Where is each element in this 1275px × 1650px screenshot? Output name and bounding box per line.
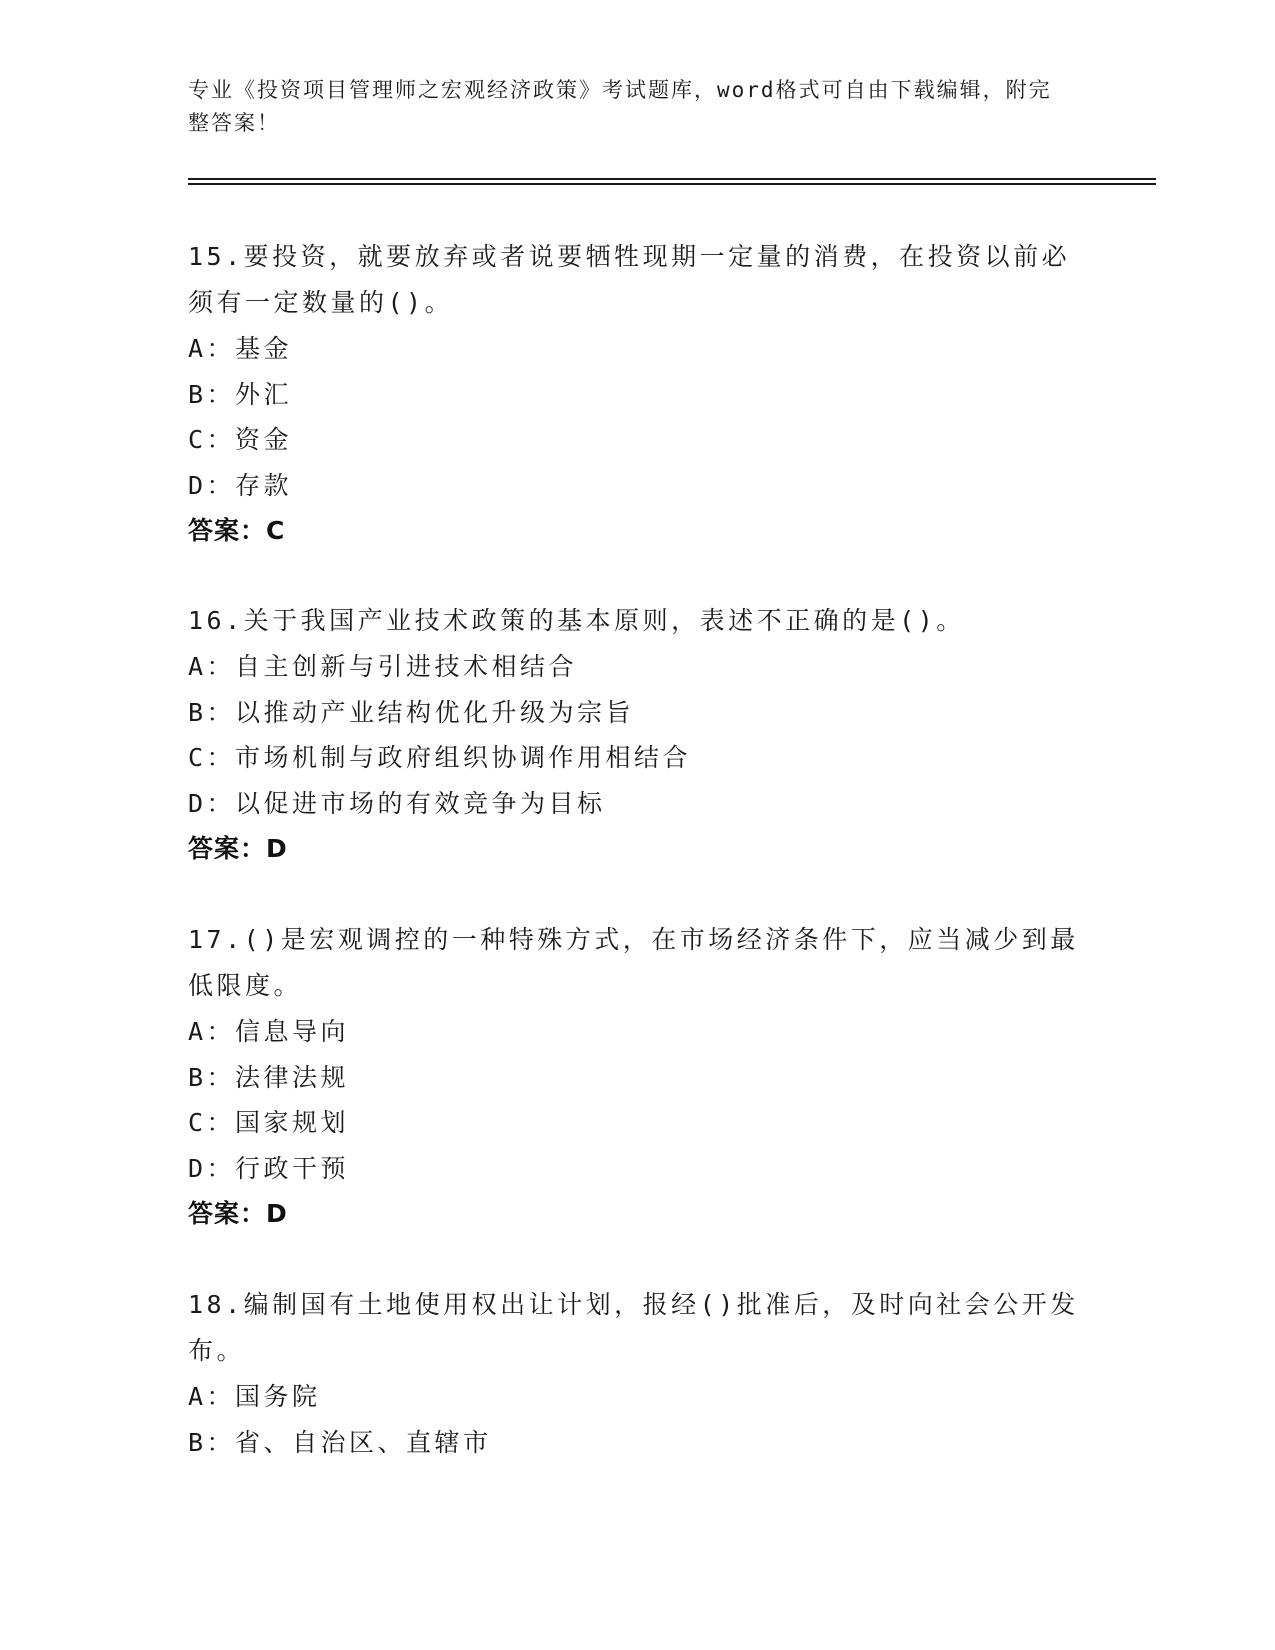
option-a: A：国务院 (188, 1382, 321, 1411)
question-17 (188, 917, 1088, 1236)
option-b: B：外汇 (188, 379, 293, 409)
answer: 答案：D (188, 1199, 288, 1228)
option-a: A：信息导向 (188, 1017, 350, 1046)
question-16 (188, 598, 1088, 871)
option-d: D：以促进市场的有效竞争为目标 (188, 788, 606, 818)
header-divider-top (188, 178, 1156, 180)
option-d: D：行政干预 (188, 1153, 350, 1183)
question-15 (188, 234, 1088, 553)
question-18 (188, 1282, 1088, 1465)
header-divider-bottom (188, 183, 1156, 185)
option-a: A：基金 (188, 334, 293, 363)
question-text: 16.关于我国产业技术政策的基本原则，表述不正确的是()。 (188, 606, 965, 635)
answer: 答案：D (188, 834, 288, 863)
answer: 答案：C (188, 516, 286, 545)
document-header: 专业《投资项目管理师之宏观经济政策》考试题库，word格式可自由下载编辑，附完整答案！ (188, 78, 1052, 135)
option-c: C：资金 (188, 425, 293, 454)
option-c: C：国家规划 (188, 1108, 350, 1137)
option-c: C：市场机制与政府组织协调作用相结合 (188, 743, 692, 772)
option-b: B：省、自治区、直辖市 (188, 1427, 492, 1457)
question-text: 17.()是宏观调控的一种特殊方式，在市场经济条件下，应当减少到最低限度。 (188, 925, 1079, 1000)
option-b: B：以推动产业结构优化升级为宗旨 (188, 697, 635, 727)
option-d: D：存款 (188, 470, 293, 500)
question-text: 15.要投资，就要放弃或者说要牺牲现期一定量的消费，在投资以前必须有一定数量的()。 (188, 242, 1071, 317)
option-b: B：法律法规 (188, 1062, 350, 1092)
question-text: 18.编制国有土地使用权出让计划，报经()批准后，及时向社会公开发布。 (188, 1290, 1079, 1365)
option-a: A：自主创新与引进技术相结合 (188, 652, 578, 681)
